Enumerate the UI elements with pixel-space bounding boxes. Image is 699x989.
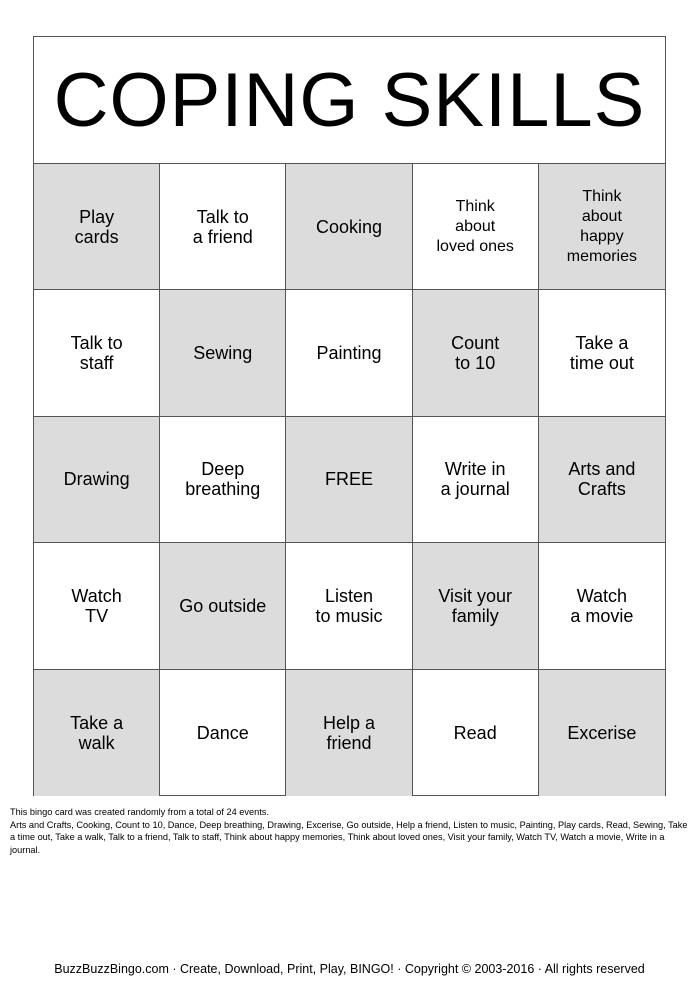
bingo-cell: Drawing — [34, 417, 160, 543]
bingo-cell: Arts and Crafts — [539, 417, 665, 543]
bingo-cell: Cooking — [286, 164, 412, 290]
bingo-cell: Deep breathing — [160, 417, 286, 543]
bingo-cell: Visit your family — [413, 543, 539, 669]
bingo-cell: Read — [413, 670, 539, 796]
bingo-card — [33, 36, 666, 796]
card-title: COPING SKILLS — [34, 37, 665, 164]
bingo-cell: Talk to a friend — [160, 164, 286, 290]
bingo-cell: Take a time out — [539, 290, 665, 416]
bingo-cell: Listen to music — [286, 543, 412, 669]
bingo-cell: Write in a journal — [413, 417, 539, 543]
bingo-cell: Talk to staff — [34, 290, 160, 416]
bingo-cell: Take a walk — [34, 670, 160, 796]
bingo-grid — [34, 164, 665, 796]
bingo-cell: Dance — [160, 670, 286, 796]
bingo-cell: Think about loved ones — [413, 164, 539, 290]
card-note — [10, 806, 690, 856]
bingo-cell: Help a friend — [286, 670, 412, 796]
note-intro: This bingo card was created randomly from a total of 24 events. — [10, 807, 269, 817]
bingo-cell: Sewing — [160, 290, 286, 416]
bingo-cell: Play cards — [34, 164, 160, 290]
bingo-cell: Painting — [286, 290, 412, 416]
page-footer: BuzzBuzzBingo.com · Create, Download, Print, Play, BINGO! · Copyright © 2003-2016 · All rights reserved — [54, 962, 645, 976]
note-events-list: Arts and Crafts, Cooking, Count to 10, Dance, Deep breathing, Drawing, Excerise, Go outside, Help a friend, Listen to music, Painting, Play cards, Read, Sewing, Take a time out, Take a walk, Talk to a friend, Talk to staff, Think about happy memories, Think about loved ones, Visit your family, Watch TV, Watch a movie, Write in a journal. — [10, 819, 688, 855]
bingo-cell: Go outside — [160, 543, 286, 669]
bingo-cell: Think about happy memories — [539, 164, 665, 290]
bingo-cell: Count to 10 — [413, 290, 539, 416]
bingo-cell: Excerise — [539, 670, 665, 796]
bingo-cell: FREE — [286, 417, 412, 543]
bingo-cell: Watch TV — [34, 543, 160, 669]
bingo-cell: Watch a movie — [539, 543, 665, 669]
